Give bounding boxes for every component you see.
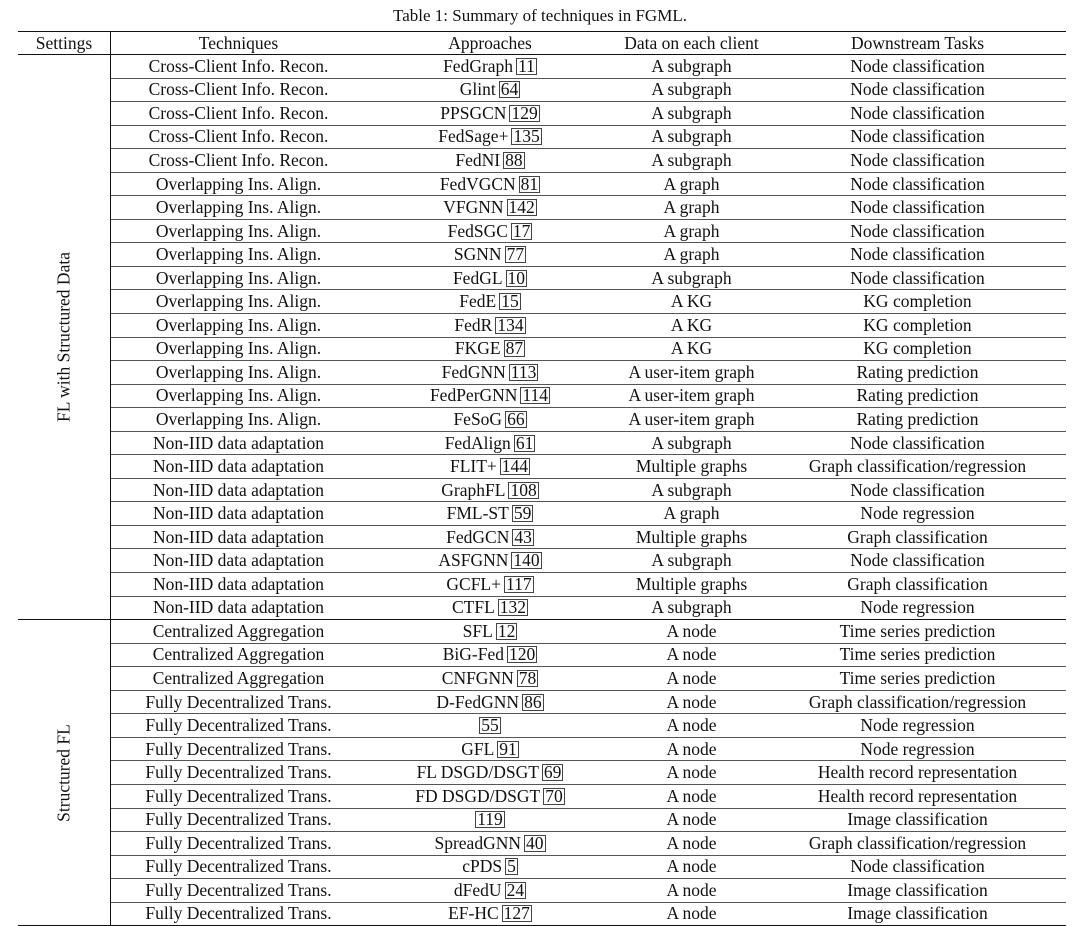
technique-cell: Fully Decentralized Trans. bbox=[111, 808, 367, 832]
approach-name: GraphFL bbox=[441, 479, 506, 500]
approach-name: FedSGC bbox=[447, 220, 508, 241]
technique-cell: Centralized Aggregation bbox=[111, 620, 367, 644]
technique-cell: Cross-Client Info. Recon. bbox=[111, 78, 367, 102]
approach-cell bbox=[366, 808, 614, 832]
technique-cell: Cross-Client Info. Recon. bbox=[111, 102, 367, 126]
approach-name: D-FedGNN bbox=[436, 691, 520, 712]
approach-name: FedSage+ bbox=[438, 126, 509, 147]
technique-cell: Overlapping Ins. Align. bbox=[111, 361, 367, 385]
approach-name: dFedU bbox=[453, 879, 502, 900]
citation-link[interactable]: 5 bbox=[507, 856, 516, 877]
downstream-task-cell: Time series prediction bbox=[769, 643, 1066, 667]
technique-cell: Non-IID data adaptation bbox=[111, 502, 367, 526]
downstream-task-cell: Node classification bbox=[769, 243, 1066, 267]
citation-link[interactable]: 64 bbox=[500, 79, 519, 100]
settings-group-cell bbox=[18, 620, 111, 926]
approach-name: cPDS bbox=[462, 856, 503, 877]
downstream-task-cell: Image classification bbox=[769, 808, 1066, 832]
approach-cell bbox=[366, 879, 614, 903]
client-data-cell: A node bbox=[614, 761, 769, 785]
downstream-task-cell: Node classification bbox=[769, 196, 1066, 220]
citation-link[interactable]: 24 bbox=[506, 879, 525, 900]
approach-name: FedGNN bbox=[441, 361, 506, 382]
citation-link[interactable]: 69 bbox=[543, 762, 562, 783]
approach-cell bbox=[366, 502, 614, 526]
downstream-task-cell: Node classification bbox=[769, 266, 1066, 290]
technique-cell: Fully Decentralized Trans. bbox=[111, 902, 367, 926]
citation-link[interactable]: 88 bbox=[505, 149, 523, 170]
table-row bbox=[18, 832, 1066, 856]
table-row bbox=[18, 384, 1066, 408]
approach-name: FedPerGNN bbox=[429, 385, 518, 406]
approach-name: CTFL bbox=[451, 597, 495, 618]
approach-cell bbox=[366, 690, 614, 714]
client-data-cell: A node bbox=[614, 737, 769, 761]
table-header-row bbox=[18, 32, 1066, 55]
approach-name: FedNI bbox=[455, 149, 501, 170]
technique-cell: Non-IID data adaptation bbox=[111, 596, 367, 620]
approach-cell bbox=[366, 643, 614, 667]
approach-cell bbox=[366, 525, 614, 549]
client-data-cell: A node bbox=[614, 832, 769, 856]
citation-link[interactable]: 81 bbox=[520, 173, 539, 194]
approach-cell bbox=[366, 784, 614, 808]
table-row bbox=[18, 125, 1066, 149]
table-row bbox=[18, 714, 1066, 738]
approach-cell bbox=[366, 243, 614, 267]
client-data-cell: A user-item graph bbox=[614, 408, 769, 432]
citation-link[interactable]: 142 bbox=[508, 197, 535, 218]
technique-cell: Centralized Aggregation bbox=[111, 667, 367, 691]
downstream-task-cell: Node classification bbox=[769, 549, 1066, 573]
approach-cell bbox=[366, 102, 614, 126]
technique-cell: Overlapping Ins. Align. bbox=[111, 290, 367, 314]
technique-cell: Overlapping Ins. Align. bbox=[111, 337, 367, 361]
table-row bbox=[18, 266, 1066, 290]
client-data-cell: A KG bbox=[614, 337, 769, 361]
approach-name: GFL bbox=[461, 738, 495, 759]
approach-name: SpreadGNN bbox=[434, 832, 521, 853]
client-data-cell: A subgraph bbox=[614, 478, 769, 502]
downstream-task-cell: Image classification bbox=[769, 902, 1066, 926]
technique-cell: Overlapping Ins. Align. bbox=[111, 408, 367, 432]
downstream-task-cell: Rating prediction bbox=[769, 361, 1066, 385]
downstream-task-cell: Graph classification/regression bbox=[769, 455, 1066, 479]
technique-cell: Non-IID data adaptation bbox=[111, 455, 367, 479]
client-data-cell: A subgraph bbox=[614, 266, 769, 290]
technique-cell: Fully Decentralized Trans. bbox=[111, 832, 367, 856]
citation-link[interactable]: 144 bbox=[501, 456, 529, 477]
downstream-task-cell: Node classification bbox=[769, 125, 1066, 149]
downstream-task-cell: Graph classification bbox=[769, 525, 1066, 549]
citation-link[interactable]: 127 bbox=[503, 903, 530, 924]
downstream-task-cell: Node classification bbox=[769, 855, 1066, 879]
table-row bbox=[18, 737, 1066, 761]
client-data-cell: Multiple graphs bbox=[614, 525, 769, 549]
downstream-task-cell: Graph classification/regression bbox=[769, 832, 1066, 856]
client-data-cell: A subgraph bbox=[614, 431, 769, 455]
downstream-task-cell: Image classification bbox=[769, 879, 1066, 903]
citation-link[interactable]: 15 bbox=[501, 291, 519, 312]
client-data-cell: Multiple graphs bbox=[614, 573, 769, 597]
table-row bbox=[18, 55, 1066, 79]
approach-cell bbox=[366, 314, 614, 338]
header-downstream-tasks: Downstream Tasks bbox=[769, 32, 1066, 55]
approach-cell bbox=[366, 55, 614, 79]
table-row bbox=[18, 643, 1066, 667]
client-data-cell: A user-item graph bbox=[614, 384, 769, 408]
approach-name: ASFGNN bbox=[438, 550, 509, 571]
approach-cell bbox=[366, 714, 614, 738]
citation-link[interactable]: 11 bbox=[518, 55, 535, 76]
table-row bbox=[18, 620, 1066, 644]
citation-link[interactable]: 117 bbox=[506, 573, 532, 594]
citation-link[interactable]: 86 bbox=[524, 691, 542, 712]
technique-cell: Fully Decentralized Trans. bbox=[111, 879, 367, 903]
header-techniques: Techniques bbox=[111, 32, 367, 55]
citation-link[interactable]: 119 bbox=[477, 809, 503, 830]
client-data-cell: A subgraph bbox=[614, 149, 769, 173]
header-settings: Settings bbox=[18, 32, 111, 55]
approach-cell bbox=[366, 455, 614, 479]
citation-link[interactable]: 114 bbox=[522, 385, 549, 406]
approach-name: FedR bbox=[454, 314, 493, 335]
table-row bbox=[18, 102, 1066, 126]
approach-cell bbox=[366, 337, 614, 361]
citation-link[interactable]: 129 bbox=[511, 102, 538, 123]
table-row bbox=[18, 431, 1066, 455]
client-data-cell: A node bbox=[614, 643, 769, 667]
approach-cell bbox=[366, 196, 614, 220]
header-approaches: Approaches bbox=[366, 32, 614, 55]
downstream-task-cell: Node regression bbox=[769, 596, 1066, 620]
approach-cell bbox=[366, 573, 614, 597]
table-row bbox=[18, 596, 1066, 620]
citation-link[interactable]: 43 bbox=[514, 526, 532, 547]
client-data-cell: A node bbox=[614, 902, 769, 926]
approach-cell bbox=[366, 832, 614, 856]
header-data-on-client: Data on each client bbox=[614, 32, 769, 55]
table-caption: Table 1: Summary of techniques in FGML. bbox=[393, 6, 687, 25]
technique-cell: Non-IID data adaptation bbox=[111, 525, 367, 549]
downstream-task-cell: Health record representation bbox=[769, 784, 1066, 808]
approach-cell bbox=[366, 290, 614, 314]
downstream-task-cell: Rating prediction bbox=[769, 408, 1066, 432]
approach-cell bbox=[366, 361, 614, 385]
client-data-cell: A user-item graph bbox=[614, 361, 769, 385]
technique-cell: Non-IID data adaptation bbox=[111, 549, 367, 573]
technique-cell: Overlapping Ins. Align. bbox=[111, 172, 367, 196]
table-row bbox=[18, 502, 1066, 526]
approach-cell bbox=[366, 408, 614, 432]
client-data-cell: Multiple graphs bbox=[614, 455, 769, 479]
approach-name: FeSoG bbox=[453, 408, 503, 429]
technique-cell: Centralized Aggregation bbox=[111, 643, 367, 667]
downstream-task-cell: Node classification bbox=[769, 172, 1066, 196]
client-data-cell: A subgraph bbox=[614, 102, 769, 126]
citation-link[interactable]: 140 bbox=[513, 550, 540, 571]
client-data-cell: A node bbox=[614, 808, 769, 832]
approach-cell bbox=[366, 431, 614, 455]
approach-name: FedGraph bbox=[443, 55, 514, 76]
client-data-cell: A graph bbox=[614, 196, 769, 220]
downstream-task-cell: Node classification bbox=[769, 431, 1066, 455]
table-row bbox=[18, 784, 1066, 808]
table-row bbox=[18, 879, 1066, 903]
client-data-cell: A node bbox=[614, 784, 769, 808]
table-row bbox=[18, 196, 1066, 220]
downstream-task-cell: Node classification bbox=[769, 102, 1066, 126]
approach-cell bbox=[366, 149, 614, 173]
technique-cell: Fully Decentralized Trans. bbox=[111, 737, 367, 761]
citation-link[interactable]: 78 bbox=[518, 667, 537, 688]
citation-link[interactable]: 135 bbox=[513, 126, 540, 147]
technique-cell: Overlapping Ins. Align. bbox=[111, 196, 367, 220]
approach-cell bbox=[366, 761, 614, 785]
table-row bbox=[18, 78, 1066, 102]
citation-link[interactable]: 66 bbox=[507, 408, 525, 429]
citation-link[interactable]: 17 bbox=[512, 220, 531, 241]
approach-name: FKGE bbox=[454, 338, 501, 359]
approach-cell bbox=[366, 478, 614, 502]
downstream-task-cell: KG completion bbox=[769, 337, 1066, 361]
client-data-cell: A node bbox=[614, 690, 769, 714]
approach-cell bbox=[366, 667, 614, 691]
client-data-cell: A KG bbox=[614, 314, 769, 338]
approach-name: FedGCN bbox=[446, 526, 510, 547]
table-row bbox=[18, 243, 1066, 267]
approach-name: FedGL bbox=[452, 267, 503, 288]
approach-name: FL DSGD/DSGT bbox=[416, 762, 539, 783]
settings-group-label: FL with Structured Data bbox=[53, 252, 74, 423]
technique-cell: Non-IID data adaptation bbox=[111, 573, 367, 597]
citation-link[interactable]: 91 bbox=[499, 738, 517, 759]
settings-group-cell bbox=[18, 55, 111, 620]
citation-link[interactable]: 40 bbox=[526, 832, 544, 853]
table-row bbox=[18, 573, 1066, 597]
approach-name: FedAlign bbox=[444, 432, 511, 453]
citation-link[interactable]: 61 bbox=[515, 432, 534, 453]
downstream-task-cell: Node regression bbox=[769, 714, 1066, 738]
citation-link[interactable]: 120 bbox=[509, 644, 536, 665]
downstream-task-cell: Health record representation bbox=[769, 761, 1066, 785]
approach-cell bbox=[366, 737, 614, 761]
client-data-cell: A subgraph bbox=[614, 78, 769, 102]
approach-name: Glint bbox=[459, 79, 496, 100]
approach-cell bbox=[366, 78, 614, 102]
technique-cell: Non-IID data adaptation bbox=[111, 431, 367, 455]
client-data-cell: A subgraph bbox=[614, 596, 769, 620]
approach-cell bbox=[366, 549, 614, 573]
approach-cell bbox=[366, 855, 614, 879]
citation-link[interactable]: 59 bbox=[513, 503, 532, 524]
approach-name: FedVGCN bbox=[439, 173, 516, 194]
citation-link[interactable]: 70 bbox=[545, 785, 563, 806]
technique-cell: Fully Decentralized Trans. bbox=[111, 784, 367, 808]
technique-cell: Cross-Client Info. Recon. bbox=[111, 55, 367, 79]
table-row bbox=[18, 690, 1066, 714]
client-data-cell: A subgraph bbox=[614, 55, 769, 79]
approach-cell bbox=[366, 620, 614, 644]
downstream-task-cell: KG completion bbox=[769, 290, 1066, 314]
client-data-cell: A node bbox=[614, 620, 769, 644]
table-row bbox=[18, 902, 1066, 926]
approach-cell bbox=[366, 125, 614, 149]
technique-cell: Overlapping Ins. Align. bbox=[111, 219, 367, 243]
technique-cell: Overlapping Ins. Align. bbox=[111, 314, 367, 338]
client-data-cell: A graph bbox=[614, 502, 769, 526]
table-row bbox=[18, 525, 1066, 549]
approach-cell bbox=[366, 266, 614, 290]
client-data-cell: A graph bbox=[614, 243, 769, 267]
technique-cell: Overlapping Ins. Align. bbox=[111, 384, 367, 408]
table-row bbox=[18, 478, 1066, 502]
approach-cell bbox=[366, 384, 614, 408]
technique-cell: Fully Decentralized Trans. bbox=[111, 855, 367, 879]
approach-name: BiG-Fed bbox=[442, 644, 504, 665]
downstream-task-cell: Rating prediction bbox=[769, 384, 1066, 408]
table-row bbox=[18, 172, 1066, 196]
approach-name: FLIT+ bbox=[449, 456, 497, 477]
client-data-cell: A node bbox=[614, 855, 769, 879]
citation-link[interactable]: 77 bbox=[506, 244, 525, 265]
client-data-cell: A KG bbox=[614, 290, 769, 314]
techniques-table bbox=[18, 31, 1066, 926]
citation-link[interactable]: 55 bbox=[481, 715, 499, 736]
downstream-task-cell: Node classification bbox=[769, 55, 1066, 79]
downstream-task-cell: Time series prediction bbox=[769, 667, 1066, 691]
downstream-task-cell: Node classification bbox=[769, 149, 1066, 173]
approach-cell bbox=[366, 902, 614, 926]
approach-name: EF-HC bbox=[448, 903, 499, 924]
citation-link[interactable]: 132 bbox=[499, 597, 527, 618]
downstream-task-cell: Node classification bbox=[769, 219, 1066, 243]
downstream-task-cell: Node regression bbox=[769, 502, 1066, 526]
technique-cell: Non-IID data adaptation bbox=[111, 478, 367, 502]
approach-name: GCFL+ bbox=[446, 573, 501, 594]
technique-cell: Overlapping Ins. Align. bbox=[111, 243, 367, 267]
technique-cell: Cross-Client Info. Recon. bbox=[111, 149, 367, 173]
techniques-table-container bbox=[18, 31, 1065, 926]
approach-name: FedE bbox=[459, 291, 497, 312]
citation-link[interactable]: 134 bbox=[497, 314, 524, 335]
table-row bbox=[18, 361, 1066, 385]
client-data-cell: A subgraph bbox=[614, 549, 769, 573]
approach-name: CNFGNN bbox=[441, 667, 514, 688]
citation-link[interactable]: 113 bbox=[510, 361, 537, 382]
table-row bbox=[18, 408, 1066, 432]
downstream-task-cell: Node regression bbox=[769, 737, 1066, 761]
table-row bbox=[18, 149, 1066, 173]
table-row bbox=[18, 855, 1066, 879]
table-row bbox=[18, 290, 1066, 314]
client-data-cell: A subgraph bbox=[614, 125, 769, 149]
table-row bbox=[18, 549, 1066, 573]
client-data-cell: A node bbox=[614, 714, 769, 738]
table-row bbox=[18, 337, 1066, 361]
citation-link[interactable]: 12 bbox=[497, 620, 516, 641]
citation-link[interactable]: 10 bbox=[507, 267, 526, 288]
approach-cell bbox=[366, 172, 614, 196]
table-row bbox=[18, 761, 1066, 785]
downstream-task-cell: Node classification bbox=[769, 78, 1066, 102]
citation-link[interactable]: 108 bbox=[510, 479, 537, 500]
downstream-task-cell: KG completion bbox=[769, 314, 1066, 338]
downstream-task-cell: Graph classification/regression bbox=[769, 690, 1066, 714]
table-row bbox=[18, 667, 1066, 691]
client-data-cell: A node bbox=[614, 879, 769, 903]
technique-cell: Fully Decentralized Trans. bbox=[111, 714, 367, 738]
technique-cell: Fully Decentralized Trans. bbox=[111, 761, 367, 785]
technique-cell: Overlapping Ins. Align. bbox=[111, 266, 367, 290]
client-data-cell: A node bbox=[614, 667, 769, 691]
settings-group-label: Structured FL bbox=[53, 723, 74, 822]
client-data-cell: A graph bbox=[614, 172, 769, 196]
technique-cell: Fully Decentralized Trans. bbox=[111, 690, 367, 714]
table-row bbox=[18, 808, 1066, 832]
approach-cell bbox=[366, 219, 614, 243]
table-row bbox=[18, 455, 1066, 479]
downstream-task-cell: Time series prediction bbox=[769, 620, 1066, 644]
table-row bbox=[18, 314, 1066, 338]
downstream-task-cell: Graph classification bbox=[769, 573, 1066, 597]
table-body bbox=[18, 55, 1066, 926]
client-data-cell: A graph bbox=[614, 219, 769, 243]
approach-cell bbox=[366, 596, 614, 620]
citation-link[interactable]: 87 bbox=[505, 338, 524, 359]
approach-name: SFL bbox=[462, 620, 493, 641]
technique-cell: Cross-Client Info. Recon. bbox=[111, 125, 367, 149]
table-row bbox=[18, 219, 1066, 243]
downstream-task-cell: Node classification bbox=[769, 478, 1066, 502]
approach-name: SGNN bbox=[453, 244, 502, 265]
approach-name: VFGNN bbox=[443, 197, 504, 218]
approach-name: FML-ST bbox=[446, 503, 509, 524]
approach-name: FD DSGD/DSGT bbox=[415, 785, 541, 806]
approach-name: PPSGCN bbox=[440, 102, 507, 123]
